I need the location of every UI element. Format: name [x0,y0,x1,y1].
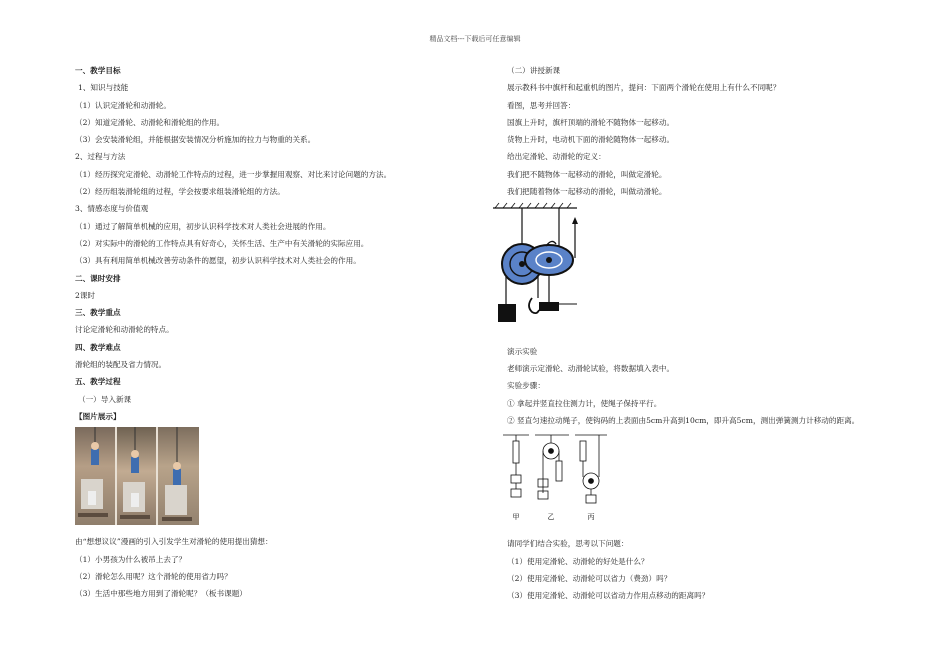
figure-label-jia: 甲 [512,513,520,522]
step-item: ② 竖直匀速拉动绳子，使钩码的上表面由5cm升高到10cm，即升高5cm，测出弹簧测力计移动的距离。 [507,415,860,425]
subheading-knowledge: 1、知识与技能 [78,83,129,93]
section-title-process: 五、教学过程 [75,377,121,387]
question-intro: 由“想想议议”漫画的引入引发学生对滑轮的使用提出猜想： [75,537,273,547]
demo-description: 老师演示定滑轮、动滑轮试验，将数据填入表中。 [507,363,675,373]
subheading-attitude: 3、情感态度与价值观 [75,204,149,214]
section-title-difficulty: 四、教学难点 [75,342,121,352]
think-prompt: 请同学们结合实验，思考以下问题： [507,539,629,549]
subheading-intro: （一）导入新课 [78,394,132,404]
experiment-diagram [501,431,611,523]
picture-label: 【图片展示】 [75,411,121,421]
think-question: （2）使用定滑轮、动滑轮可以省力（费劲）吗？ [507,574,672,584]
section-title-objectives: 一、教学目标 [75,66,121,75]
question-item: （2）滑轮怎么用呢？这个滑轮的使用省力吗？ [75,571,232,581]
paragraph: 给出定滑轮、动滑轮的定义： [507,152,606,162]
left-column [75,62,475,602]
figure-label-yi: 乙 [547,513,555,522]
paragraph: 看图，思考并回答： [507,100,576,110]
section-title-schedule: 二、课时安排 [75,273,121,283]
right-column [507,62,927,605]
definition-movable-pulley: 我们把随着物体一起移动的滑轮，叫做动滑轮。 [507,187,667,197]
cartoon-photo-strip [75,427,199,525]
objective-item: （1）经历探究定滑轮、动滑轮工作特点的过程，进一步掌握用观察、对比来讨论问题的方法。 [75,169,392,179]
objective-item: （2）知道定滑轮、动滑轮和滑轮组的作用。 [75,117,225,127]
section-title-key-points: 三、教学重点 [75,308,121,318]
step-item: ① 拿起并竖直拉住测力计，使绳子保持平行。 [507,398,662,408]
think-question: （1）使用定滑轮、动滑轮的好处是什么？ [507,556,649,566]
key-points-text: 讨论定滑轮和动滑轮的特点。 [75,325,174,335]
objective-item: （3）会安装滑轮组，并能根据安装情况分析施加的拉力与物重的关系。 [75,135,316,145]
demo-title: 演示实验 [507,346,538,356]
photo-details [75,427,199,525]
section-title-new-lesson: （二）讲授新课 [507,66,561,75]
objective-item: （2）对实际中的滑轮的工作特点具有好奇心，关怀生活、生产中有关滑轮的实际应用。 [75,238,369,248]
objective-item: （3）具有利用简单机械改善劳动条件的愿望，初步认识科学技术对人类社会的作用。 [75,256,361,266]
objective-item: （2）经历组装滑轮组的过程，学会按要求组装滑轮组的方法。 [75,187,285,197]
schedule-text: 2课时 [75,290,96,300]
difficulty-text: 滑轮组的装配及省力情况。 [75,360,167,370]
steps-title: 实验步骤： [507,381,545,391]
pulley-diagram [491,202,581,330]
paragraph: 国旗上升时，旗杆顶端的滑轮不随物体一起移动。 [507,117,675,127]
objective-item: （1）认识定滑轮和动滑轮。 [75,100,171,110]
paragraph: 展示教科书中旗杆和起重机的图片，提问：下面两个滑轮在使用上有什么不同呢？ [507,83,781,93]
subheading-process: 2、过程与方法 [75,152,126,162]
objective-item: （1）通过了解简单机械的应用，初步认识科学技术对人类社会进展的作用。 [75,221,331,231]
figure-label-bing: 丙 [587,513,595,522]
paragraph: 货物上升时，电动机下面的滑轮随物体一起移动。 [507,135,675,145]
definition-fixed-pulley: 我们把不随物体一起移动的滑轮，叫做定滑轮。 [507,169,667,179]
question-item: （1）小男孩为什么被吊上去了？ [75,554,187,564]
think-question: （3）使用定滑轮、动滑轮可以省动力作用点移动的距离吗？ [507,591,710,601]
question-item: （3）生活中那些地方用到了滑轮呢？（板书课题） [75,589,247,599]
page-header: 精品文档---下载后可任意编辑 [429,35,521,43]
